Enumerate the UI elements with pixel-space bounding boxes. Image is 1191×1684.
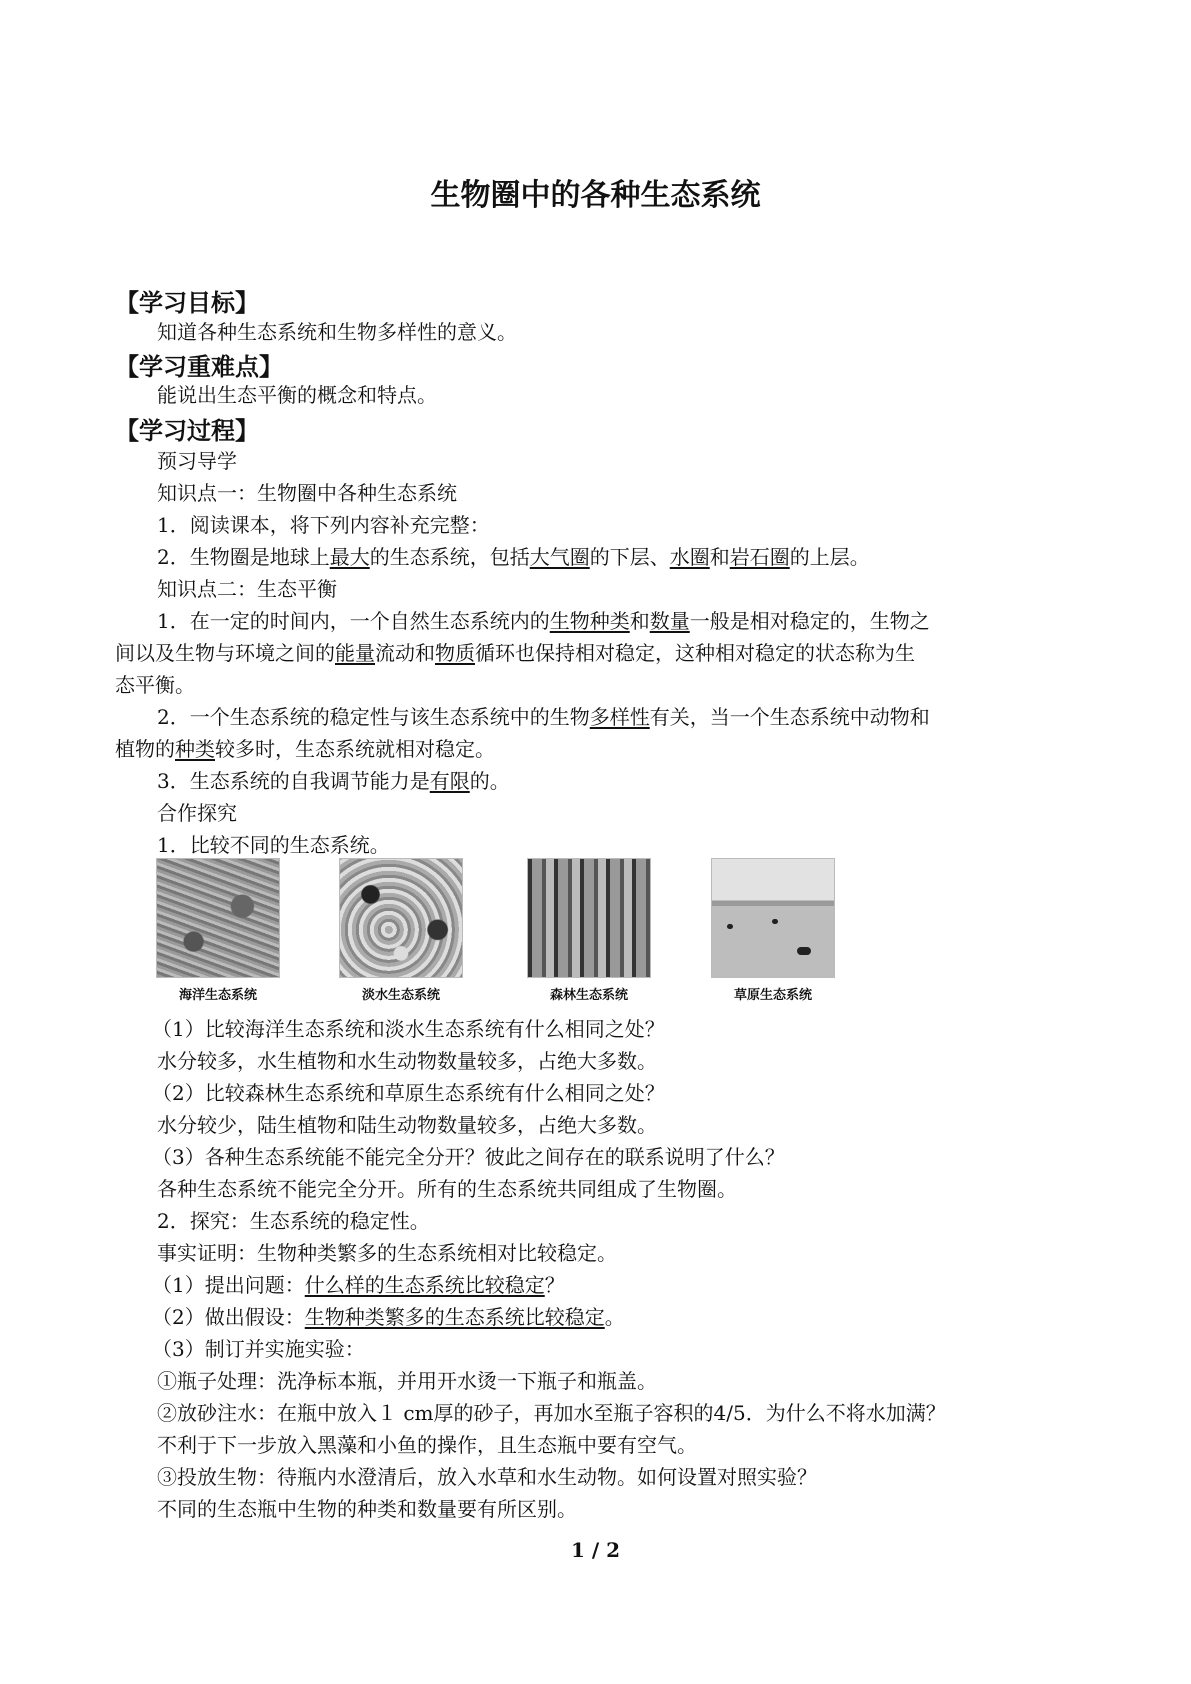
experiment-step-1: ①瓶子处理：洗净标本瓶，并用开水烫一下瓶子和瓶盖。	[157, 1369, 657, 1393]
kp2-p1-line1: 1．在一定的时间内，一个自然生态系统内的生物种类和数量一般是相对稳定的，生物之	[157, 609, 930, 633]
forest-image	[527, 858, 651, 978]
coop-q1-2: （2）比较森林生态系统和草原生态系统有什么相同之处？	[152, 1081, 665, 1105]
key-text: 能说出生态平衡的概念和特点。	[157, 383, 437, 407]
goal-text: 知道各种生态系统和生物多样性的意义。	[157, 320, 517, 344]
kp2-p3: 3．生态系统的自我调节能力是有限的。	[157, 769, 510, 793]
blank-answer: 种类	[175, 737, 215, 761]
kp1-title: 知识点一：生物圈中各种生态系统	[157, 481, 457, 505]
blank-answer: 什么样的生态系统比较稳定	[304, 1273, 545, 1297]
coop-fact: 事实证明：生物种类繁多的生态系统相对比较稳定。	[157, 1241, 617, 1265]
kp2-p1-line3: 态平衡。	[115, 673, 195, 697]
page-number: 1 / 2	[570, 1538, 621, 1562]
blank-answer: 多样性	[589, 705, 650, 729]
figure-ocean	[156, 858, 280, 1003]
figure-caption: 草原生态系统	[733, 988, 812, 1003]
blank-answer: 生物种类繁多的生态系统比较稳定	[304, 1305, 605, 1329]
kp1-line1: 1．阅读课本，将下列内容补充完整：	[157, 513, 490, 537]
coop-step-hypothesis: （2）做出假设：生物种类繁多的生态系统比较稳定。	[152, 1305, 625, 1329]
kp2-title: 知识点二：生态平衡	[157, 577, 337, 601]
coop-a1-3: 各种生态系统不能完全分开。所有的生态系统共同组成了生物圈。	[157, 1177, 737, 1201]
blank-answer: 岩石圈	[729, 545, 790, 569]
experiment-step-3: ③投放生物：待瓶内水澄清后，放入水草和水生动物。如何设置对照实验？	[157, 1465, 817, 1489]
blank-answer: 有限	[429, 769, 470, 793]
figure-freshwater	[339, 858, 463, 1003]
kp2-p1-line2: 间以及生物与环境之间的能量流动和物质循环也保持相对稳定，这种相对稳定的状态称为生	[115, 641, 915, 665]
coop-step-question: （1）提出问题：什么样的生态系统比较稳定？	[152, 1273, 565, 1297]
blank-answer: 能量	[335, 641, 375, 665]
ocean-image	[156, 858, 280, 978]
goal-heading: 【学习目标】	[115, 289, 259, 317]
figure-caption: 森林生态系统	[549, 988, 628, 1003]
key-heading: 【学习重难点】	[115, 353, 283, 381]
preview-label: 预习导学	[157, 449, 237, 473]
blank-answer: 物质	[435, 641, 475, 665]
kp2-p2-line2: 植物的种类较多时，生态系统就相对稳定。	[115, 737, 495, 761]
blank-answer: 生物种类	[549, 609, 630, 633]
kp2-p2-line1: 2．一个生态系统的稳定性与该生态系统中的生物多样性有关，当一个生态系统中动物和	[157, 705, 930, 729]
coop-q2: 2．探究：生态系统的稳定性。	[157, 1209, 430, 1233]
ecosystem-figures	[156, 858, 836, 1008]
coop-q1: 1．比较不同的生态系统。	[157, 833, 390, 857]
process-heading: 【学习过程】	[115, 417, 259, 445]
experiment-step-3-answer: 不同的生态瓶中生物的种类和数量要有所区别。	[157, 1497, 577, 1521]
experiment-step-2: ②放砂注水：在瓶中放入１ cm厚的砂子，再加水至瓶子容积的4/5．为什么不将水加满？	[157, 1401, 946, 1425]
coop-a1-2: 水分较少，陆生植物和陆生动物数量较多，占绝大多数。	[157, 1113, 657, 1137]
figure-caption: 淡水生态系统	[361, 988, 440, 1003]
blank-answer: 数量	[649, 609, 690, 633]
blank-answer: 水圈	[669, 545, 710, 569]
figure-forest	[527, 858, 651, 1003]
grassland-image	[711, 858, 835, 978]
coop-a1-1: 水分较多，水生植物和水生动物数量较多，占绝大多数。	[157, 1049, 657, 1073]
blank-answer: 大气圈	[529, 545, 590, 569]
freshwater-image	[339, 858, 463, 978]
experiment-step-2-answer: 不利于下一步放入黑藻和小鱼的操作，且生态瓶中要有空气。	[157, 1433, 697, 1457]
coop-step-experiment: （3）制订并实施实验：	[152, 1337, 365, 1361]
figure-caption: 海洋生态系统	[178, 988, 257, 1003]
blank-answer: 最大	[329, 545, 370, 569]
coop-q1-1: （1）比较海洋生态系统和淡水生态系统有什么相同之处？	[152, 1017, 665, 1041]
kp1-line2: 2．生物圈是地球上最大的生态系统，包括大气圈的下层、水圈和岩石圈的上层。	[157, 545, 870, 569]
coop-label: 合作探究	[157, 801, 237, 825]
figure-grassland	[711, 858, 835, 1003]
page-title: 生物圈中的各种生态系统	[430, 178, 761, 213]
coop-q1-3: （3）各种生态系统能不能完全分开？彼此之间存在的联系说明了什么？	[152, 1145, 785, 1169]
